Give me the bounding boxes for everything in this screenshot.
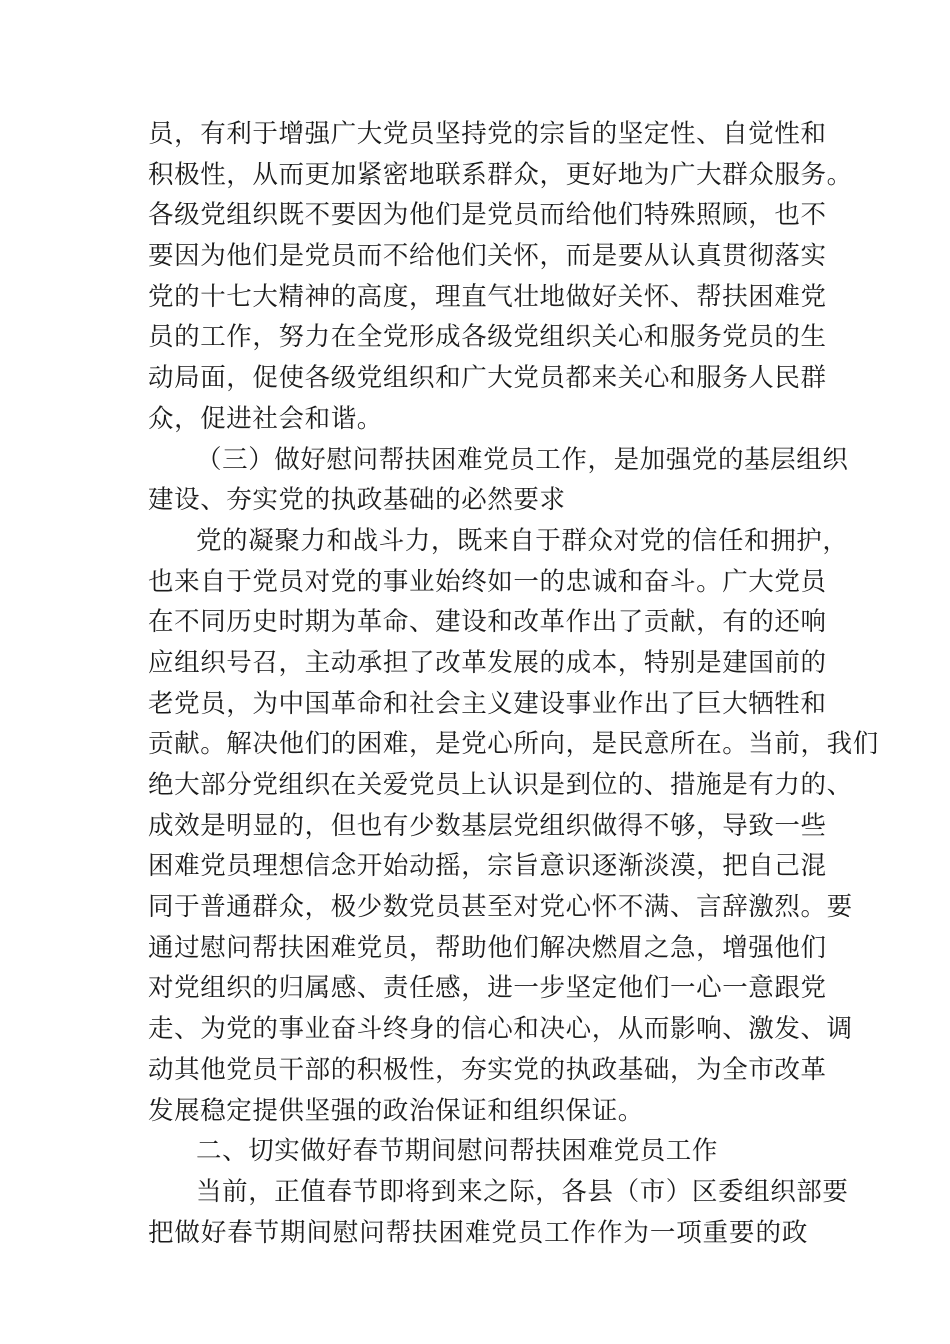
text-line: 同于普通群众，极少数党员甚至对党心怀不满、言辞激烈。要 [148,892,853,923]
text-line: 绝大部分党组织在关爱党员上认识是到位的、措施是有力的、 [148,770,853,800]
text-line: 贡献。解决他们的困难，是党心所向，是民意所在。当前，我们 [148,729,879,760]
text-line: （三）做好慰问帮扶困难党员工作，是加强党的基层组织 [196,444,849,475]
text-line: 通过慰问帮扶困难党员，帮助他们解决燃眉之急，增强他们 [148,932,827,963]
text-line: 成效是明显的，但也有少数基层党组织做得不够，导致一些 [148,810,827,841]
text-line: 党的十七大精神的高度，理直气壮地做好关怀、帮扶困难党 [148,281,827,312]
text-line: 走、为党的事业奋斗终身的信心和决心，从而影响、激发、调 [148,1014,853,1045]
text-line: 对党组织的归属感、责任感，进一步坚定他们一心一意跟党 [148,973,827,1004]
text-line: 建设、夯实党的执政基础的必然要求 [148,485,566,516]
text-line: 员，有利于增强广大党员坚持党的宗旨的坚定性、自觉性和 [148,119,827,149]
text-line: 老党员，为中国革命和社会主义建设事业作出了巨大牺牲和 [148,688,827,719]
text-line: 发展稳定提供坚强的政治保证和组织保证。 [148,1095,644,1126]
text-line: 动其他党员干部的积极性，夯实党的执政基础，为全市改革 [148,1054,827,1085]
text-line: 二、切实做好春节期间慰问帮扶困难党员工作 [196,1136,719,1167]
text-line: 积极性，从而更加紧密地联系群众，更好地为广大群众服务。 [148,159,853,190]
text-line: 党的凝聚力和战斗力，既来自于群众对党的信任和拥护， [196,525,849,556]
text-line: 员的工作，努力在全党形成各级党组织关心和服务党员的生 [148,322,827,353]
text-line: 当前，正值春节即将到来之际，各县（市）区委组织部要 [196,1176,849,1207]
text-line: 把做好春节期间慰问帮扶困难党员工作作为一项重要的政 [148,1217,808,1248]
text-line: 要因为他们是党员而不给他们关怀，而是要从认真贯彻落实 [148,241,827,272]
text-line: 应组织号召，主动承担了改革发展的成本，特别是建国前的 [148,647,827,678]
text-line: 动局面，促使各级党组织和广大党员都来关心和服务人民群 [148,363,827,394]
text-line: 困难党员理想信念开始动摇，宗旨意识逐渐淡漠，把自己混 [148,851,827,882]
text-line: 众，促进社会和谐。 [148,403,383,434]
text-line: 在不同历史时期为革命、建设和改革作出了贡献，有的还响 [148,607,827,638]
document-body-text [148,114,879,1253]
text-line: 各级党组织既不要因为他们是党员而给他们特殊照顾，也不 [148,200,827,231]
text-line: 也来自于党员对党的事业始终如一的忠诚和奋斗。广大党员 [148,566,827,597]
